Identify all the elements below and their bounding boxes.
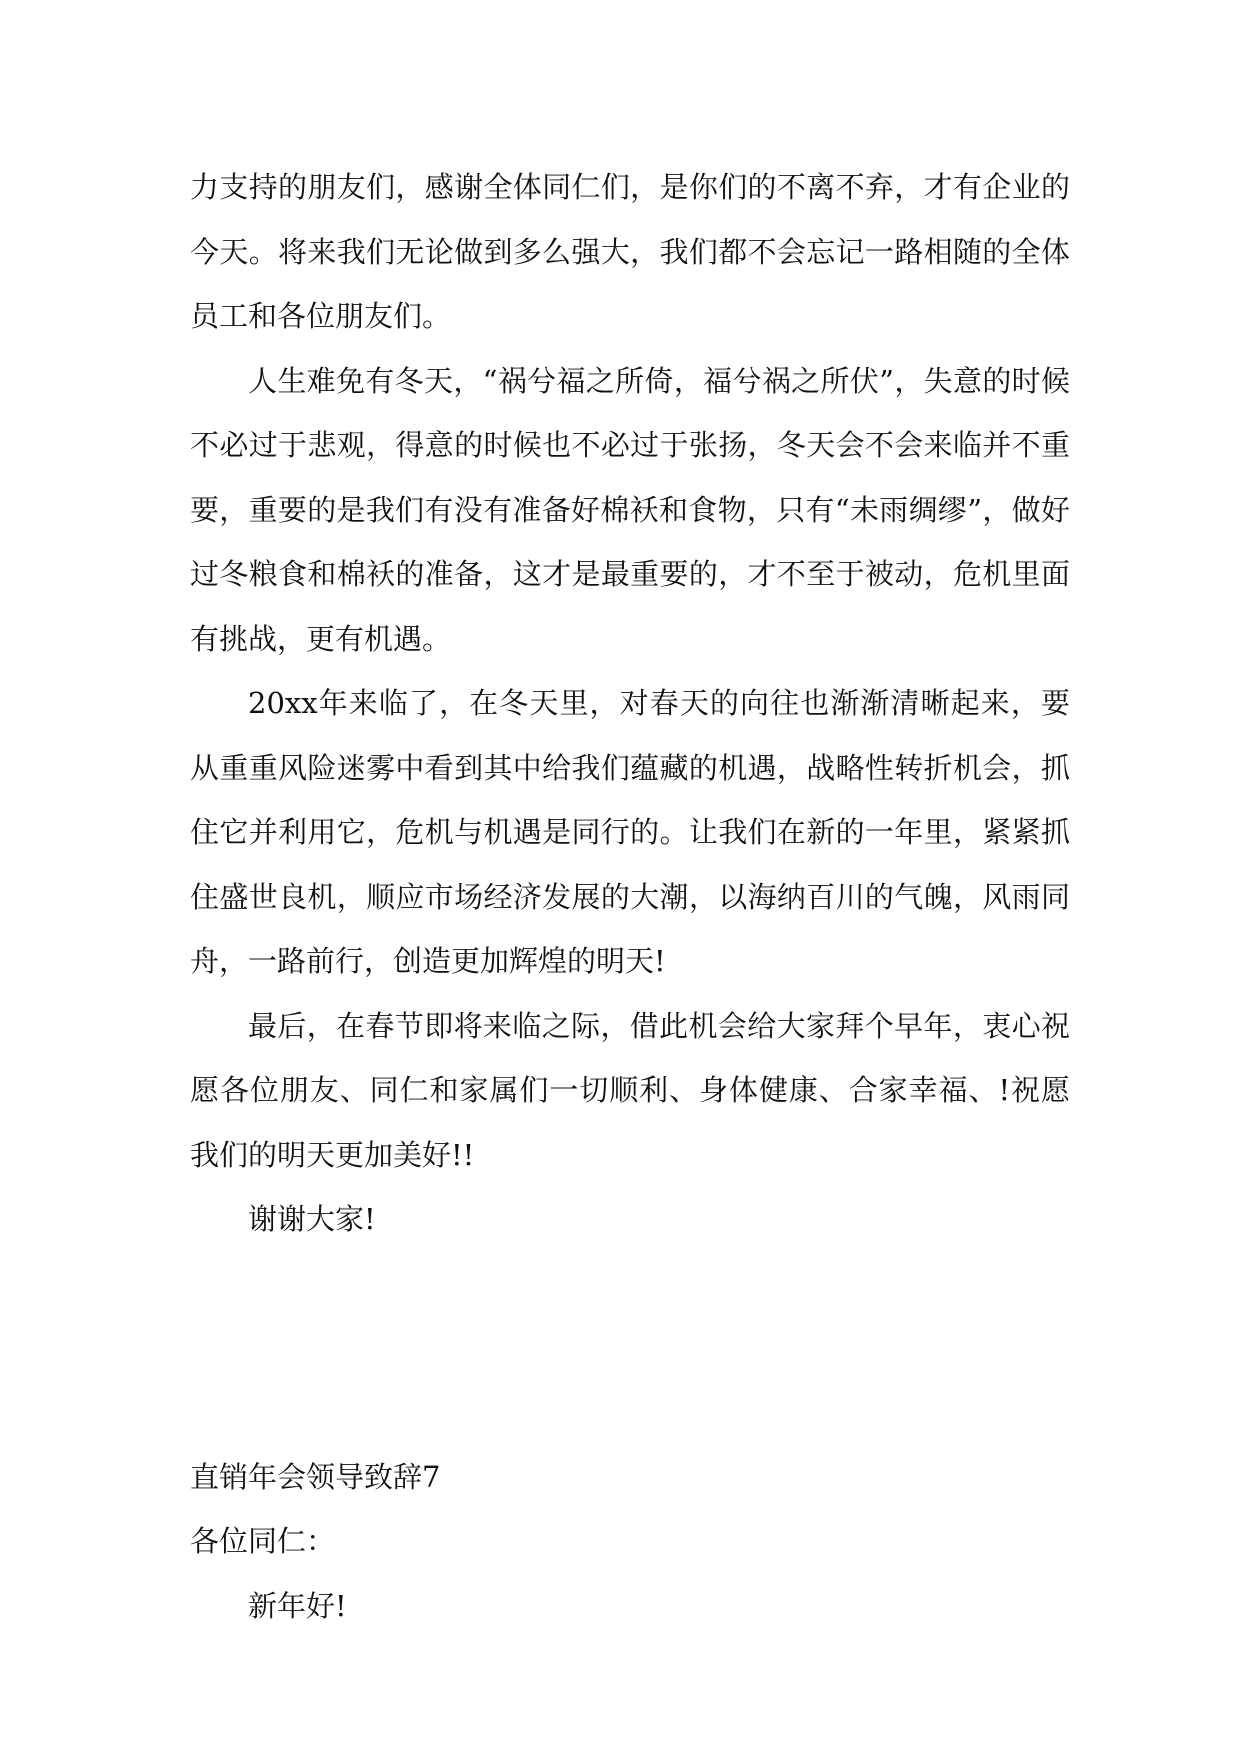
paragraph-continuation: 力支持的朋友们，感谢全体同仁们，是你们的不离不弃，才有企业的今天。将来我们无论做到多么强大，我们都不会忘记一路相随的全体员工和各位朋友们。 <box>190 170 1070 333</box>
paragraph-closing: 最后，在春节即将来临之际，借此机会给大家拜个早年，衷心祝愿各位朋友、同仁和家属们一切顺利、身体健康、合家幸福、!祝愿我们的明天更加美好!! <box>190 1008 1070 1172</box>
paragraph-thanks: 谢谢大家! <box>248 1202 376 1236</box>
paragraph-new-year: 20xx年来临了，在冬天里，对春天的向往也渐渐清晰起来，要从重重风险迷雾中看到其中给我们蕴藏的机遇，战略性转折机会，抓住它并利用它，危机与机遇是同行的。让我们在新的一年里，紧紧抓住盛世良机，顺应市场经济发展的大潮，以海纳百川的气魄，风雨同舟，一路前行，创造更加辉煌的明天! <box>190 686 1070 978</box>
paragraph-winter: 人生难免有冬天，“祸兮福之所倚，福兮祸之所伏”，失意的时候不必过于悲观，得意的时候也不必过于张扬，冬天会不会来临并不重要，重要的是我们有没有准备好棉袄和食物，只有“未雨绸缪”，做好过冬粮食和棉袄的准备，这才是最重要的，才不至于被动，危机里面有挑战，更有机遇。 <box>190 363 1070 656</box>
section-spacer <box>190 1252 1070 1445</box>
section-title: 直销年会领导致辞7 <box>190 1459 441 1494</box>
greeting: 新年好! <box>248 1588 347 1623</box>
salutation: 各位同仁： <box>190 1524 336 1558</box>
document-body <box>190 155 1070 1638</box>
